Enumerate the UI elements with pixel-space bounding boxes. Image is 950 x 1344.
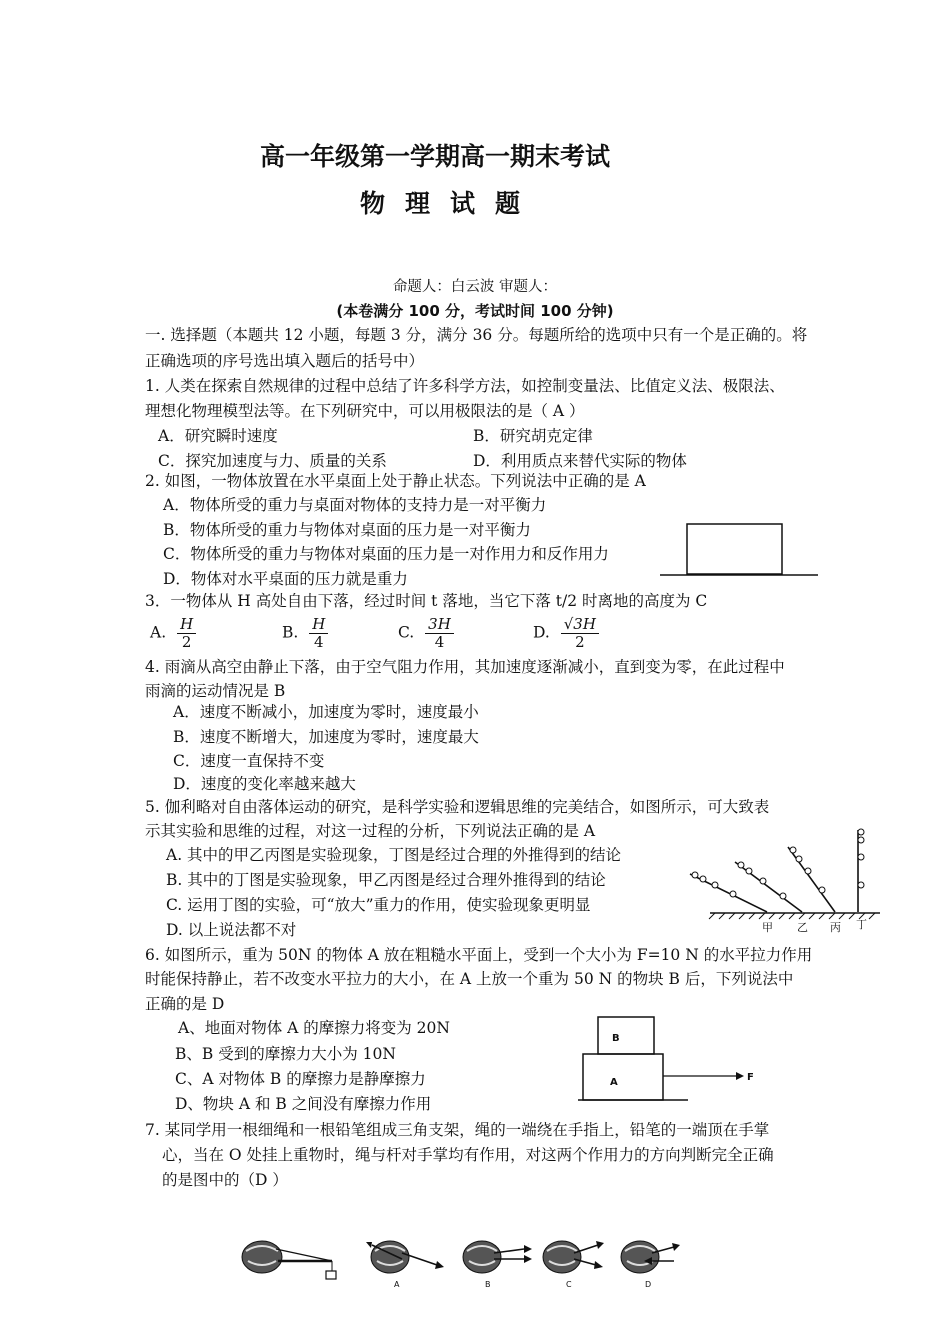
q2-figure-box-on-table: [658, 520, 820, 580]
q3-stem: 3．一物体从 H 高处自由下落，经过时间 t 落地，当它下落 t/2 时离地的高度为 C: [145, 592, 708, 610]
q2-stem: 2. 如图，一物体放置在水平桌面上处于静止状态。下列说法中正确的是 A: [145, 472, 646, 490]
q6-fig-label-f: F: [747, 1072, 754, 1083]
q7-fig-label-b: B: [485, 1280, 491, 1289]
q3-option-b-label: B.: [282, 623, 299, 642]
q4-stem-line1: 4. 雨滴从高空由静止下落，由于空气阻力作用，其加速度逐渐减小，直到变为零，在此过程中: [145, 658, 785, 676]
q1-stem-line2: 理想化物理模型法等。在下列研究中，可以用极限法的是（ A ）: [145, 402, 585, 420]
q6-stem-line3: 正确的是 D: [145, 995, 225, 1013]
exam-subtitle: 物理试题: [359, 189, 540, 218]
q5-stem-line1: 5. 伽利略对自由落体运动的研究，是科学实验和逻辑思维的完美结合，如图所示，可大致表: [145, 798, 770, 816]
q7-fig-label-a: A: [394, 1280, 400, 1289]
q4-option-d: D．速度的变化率越来越大: [173, 775, 356, 793]
q1-stem-line1: 1. 人类在探索自然规律的过程中总结了许多科学方法，如控制变量法、比值定义法、极限法、: [145, 377, 785, 395]
q7-hand-option-b: [463, 1241, 532, 1289]
q4-option-b: B．速度不断增大，加速度为零时，速度最大: [173, 728, 479, 746]
q7-stem-line2: 心，当在 O 处挂上重物时，绳与杆对手掌均有作用，对这两个作用力的方向判断完全正确: [162, 1146, 774, 1164]
q6-stem-line2: 时能保持静止，若不改变水平拉力的大小，在 A 上放一个重为 50 N 的物块 B 后，下列说法中: [145, 970, 794, 988]
exam-authors: 命题人：白云波 审题人：: [392, 279, 558, 295]
q3-option-b-fraction: [309, 616, 328, 651]
q5-figure-inclined-planes: [685, 822, 885, 937]
fraction-numerator: 3H: [425, 616, 454, 634]
q3-option-d-fraction: [561, 616, 599, 651]
q7-hand-option-d: [621, 1241, 680, 1289]
q5-fig-label-ding: 丁: [856, 918, 867, 931]
fraction-denominator: 4: [434, 633, 445, 651]
fraction-denominator: 2: [181, 633, 192, 651]
q5-fig-label-jia: 甲: [762, 921, 773, 934]
q7-hand-original: [242, 1241, 336, 1279]
q5-option-c: C. 运用丁图的实验，可“放大”重力的作用，使实验现象更明显: [166, 896, 591, 914]
fraction-denominator: 4: [314, 633, 324, 651]
q3-option-d: [533, 616, 599, 651]
q5-option-a: A. 其中的甲乙丙图是实验现象，丁图是经过合理的外推得到的结论: [166, 846, 622, 864]
fraction-numerator: √3H: [561, 616, 599, 634]
q3-option-b: [282, 616, 328, 651]
section-heading-line1: 一. 选择题（本题共 12 小题，每题 3 分，满分 36 分。每题所给的选项中只有一个是正确的。将: [145, 326, 808, 344]
q3-option-c-label: C.: [398, 623, 415, 642]
q7-hand-option-c: [543, 1241, 604, 1289]
q2-option-d: D．物体对水平桌面的压力就是重力: [163, 570, 408, 588]
q3-option-c: [398, 616, 454, 651]
q3-option-a-fraction: [177, 616, 196, 651]
fraction-numerator: H: [177, 616, 196, 634]
q3-option-c-fraction: [425, 616, 454, 651]
q4-stem-line2: 雨滴的运动情况是 B: [145, 682, 286, 700]
q7-stem-line1: 7. 某同学用一根细绳和一根铅笔组成三角支架，绳的一端绕在手指上，铅笔的一端顶在手掌: [145, 1121, 770, 1139]
q1-option-c: C．探究加速度与力、质量的关系: [158, 452, 387, 470]
q5-option-b: B. 其中的丁图是实验现象，甲乙丙图是经过合理外推得到的结论: [166, 871, 606, 889]
q6-fig-label-b: B: [612, 1033, 620, 1044]
q7-fig-label-c: C: [566, 1280, 572, 1289]
q2-option-a: A．物体所受的重力与桌面对物体的支持力是一对平衡力: [163, 496, 547, 514]
q2-option-b: B．物体所受的重力与物体对桌面的压力是一对平衡力: [163, 521, 531, 539]
section-heading-line2: 正确选项的序号选出填入题后的括号中）: [145, 352, 425, 370]
q4-option-a: A．速度不断减小，加速度为零时，速度最小: [173, 703, 479, 721]
q1-option-a: A．研究瞬时速度: [158, 427, 278, 445]
q5-stem-line2: 示其实验和思维的过程，对这一过程的分析，下列说法正确的是 A: [145, 822, 596, 840]
q5-fig-label-yi: 乙: [797, 921, 808, 934]
q6-option-c: C、A 对物体 B 的摩擦力是静摩擦力: [175, 1070, 426, 1088]
q6-fig-label-a: A: [610, 1077, 618, 1088]
q5-fig-label-bing: 丙: [830, 921, 841, 934]
q6-stem-line1: 6. 如图所示，重为 50N 的物体 A 放在粗糙水平面上，受到一个大小为 F=10 N 的水平拉力作用: [145, 946, 813, 964]
exam-note: (本卷满分 100 分，考试时间 100 分钟): [336, 302, 614, 320]
q2-option-c: C．物体所受的重力与物体对桌面的压力是一对作用力和反作用力: [163, 545, 609, 563]
q3-option-a-label: A.: [150, 623, 167, 642]
q7-fig-label-d: D: [645, 1280, 652, 1289]
q3-option-a: [150, 616, 196, 651]
fraction-numerator: H: [309, 616, 328, 634]
q3-option-d-label: D.: [533, 623, 550, 642]
q1-option-b: B．研究胡克定律: [473, 427, 593, 445]
q6-option-d: D、物块 A 和 B 之间没有摩擦力作用: [175, 1095, 432, 1113]
exam-title: 高一年级第一学期高一期末考试: [259, 142, 610, 171]
q6-option-b: B、B 受到的摩擦力大小为 10N: [175, 1045, 396, 1063]
q7-stem-line3: 的是图中的（D ）: [162, 1171, 288, 1189]
fraction-denominator: 2: [575, 633, 585, 651]
q6-figure-blocks-force: [578, 1012, 768, 1104]
q7-figure-hand-diagrams: [232, 1225, 692, 1300]
q5-option-d: D. 以上说法都不对: [166, 921, 297, 939]
q1-option-d: D．利用质点来替代实际的物体: [473, 452, 687, 470]
q4-option-c: C．速度一直保持不变: [173, 752, 325, 770]
q7-hand-option-a: [366, 1241, 444, 1289]
q6-option-a: A、地面对物体 A 的摩擦力将变为 20N: [178, 1019, 450, 1037]
